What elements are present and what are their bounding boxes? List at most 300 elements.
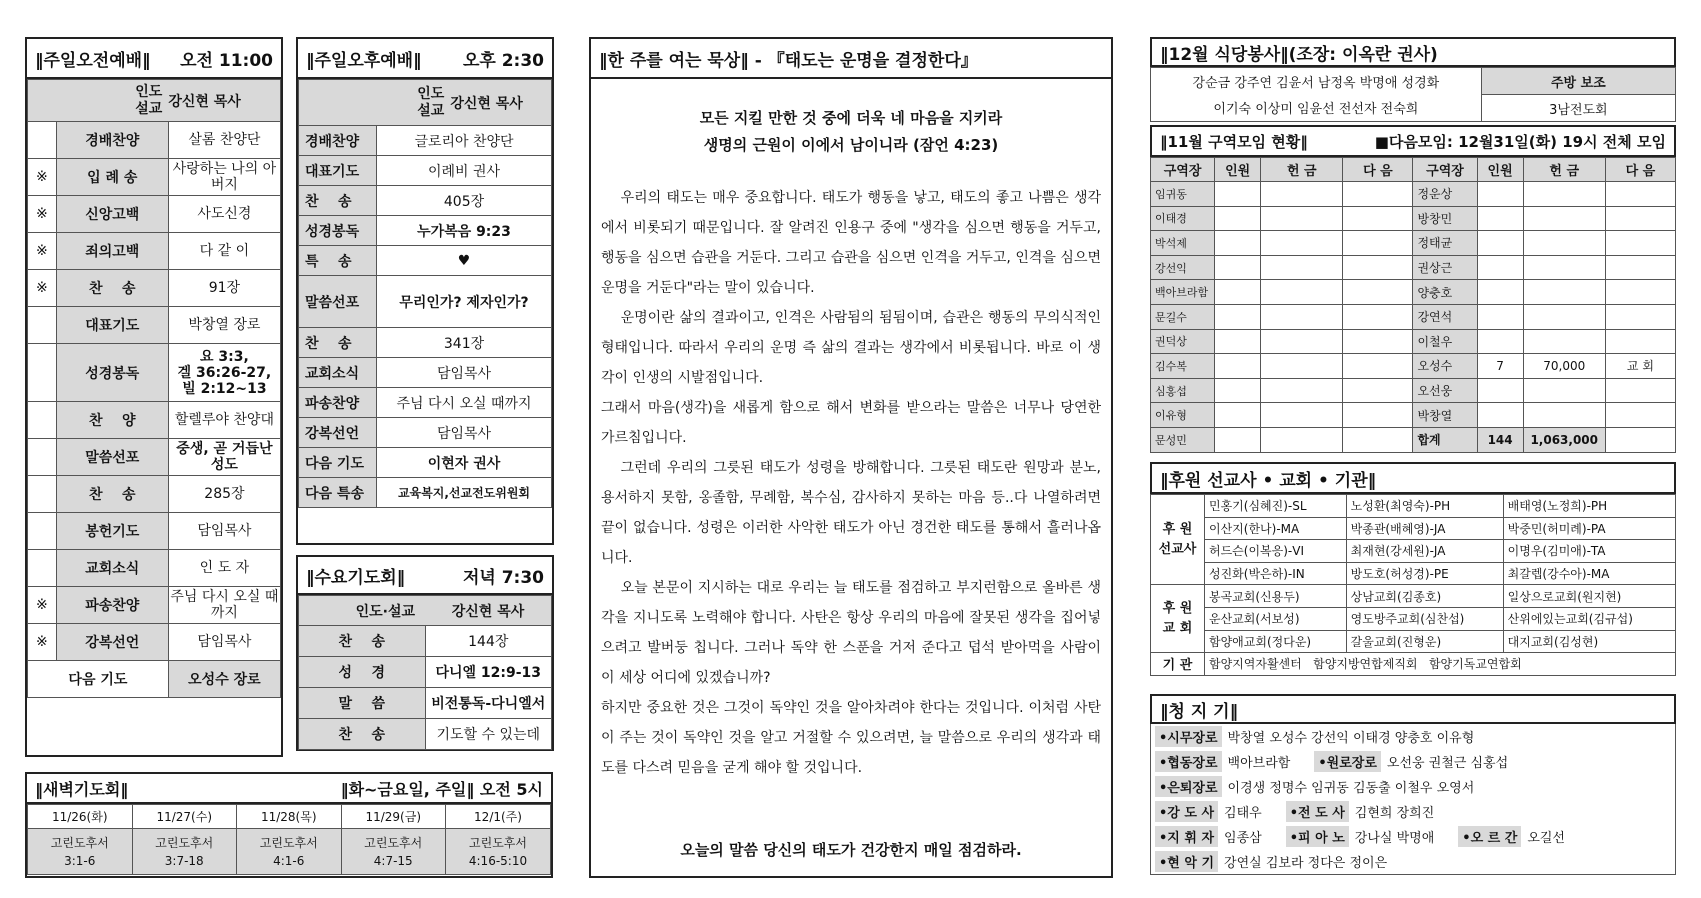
support-missionary: 최갈렙(강수아)-MA (1503, 562, 1675, 585)
afternoon-order-label: 대표기도 (299, 156, 377, 186)
support-org-row (1151, 653, 1676, 676)
kitchen-service-table (1150, 67, 1676, 122)
officer-names: 오길선 (1527, 831, 1565, 846)
district-cell (1215, 354, 1261, 379)
district-leader-name: 오선웅 (1413, 378, 1477, 403)
dawn-prayer-title: ‖새벽기도회‖ (35, 779, 129, 799)
officer-names: 박창열 오성수 강선익 이태경 양충호 이유형 (1227, 731, 1475, 746)
officers-row (1151, 749, 1675, 774)
district-cell (1605, 378, 1675, 403)
wednesday-order-row (299, 688, 552, 719)
district-cell (1477, 403, 1523, 428)
dawn-prayer-panel (25, 772, 553, 878)
support-church: 산위에있는교회(김규섭) (1503, 607, 1675, 630)
dawn-passage-verse: 4:1-6 (273, 853, 305, 868)
afternoon-order-value: 담임목사 (377, 358, 552, 388)
wednesday-order-row (299, 626, 552, 657)
support-missionary: 이산지(한나)-MA (1205, 517, 1347, 540)
district-cell (1605, 427, 1675, 452)
district-row (1151, 427, 1676, 452)
officers-row (1151, 824, 1675, 849)
district-row (1151, 280, 1676, 305)
district-cell (1343, 255, 1413, 280)
morning-service-title: ‖주일오전예배‖ (35, 50, 151, 71)
support-missionary: 최재현(강세원)-JA (1346, 540, 1503, 563)
district-leader-name: 오성수 (1413, 354, 1477, 379)
district-cell (1261, 354, 1343, 379)
district-cell (1605, 182, 1675, 207)
support-missionary-row (1151, 562, 1676, 585)
district-cell: 1,063,000 (1523, 427, 1605, 452)
afternoon-service-title: ‖주일오후예배‖ (306, 50, 422, 71)
support-church: 일상으로교회(원지현) (1503, 585, 1675, 608)
morning-order-value: 285장 (168, 476, 280, 513)
support-missionary: 배태영(노정희)-PH (1503, 495, 1675, 518)
district-meeting-table (1150, 157, 1676, 453)
support-church: 갈울교회(진형운) (1346, 630, 1503, 653)
district-next-meeting: ■다음모임: 12월31일(화) 19시 전체 모임 (1374, 132, 1666, 151)
support-missionary-row (1151, 540, 1676, 563)
morning-order-label: 강복선언 (56, 624, 168, 661)
morning-service-panel (25, 37, 283, 757)
support-church-row (1151, 607, 1676, 630)
morning-order-mark: ※ (28, 270, 57, 307)
morning-order-label: 성경봉독 (56, 344, 168, 402)
district-column-header: 다 음 (1605, 158, 1675, 182)
wednesday-order-value: 다니엘 12:9-13 (425, 657, 552, 688)
officer-role-tag: •지 휘 자 (1155, 826, 1218, 847)
afternoon-order-row (299, 216, 552, 246)
morning-order-row (28, 270, 281, 307)
district-cell (1215, 280, 1261, 305)
district-cell (1215, 329, 1261, 354)
afternoon-leader-role-1: 인도 (417, 85, 445, 102)
afternoon-order-value: 담임목사 (377, 418, 552, 448)
afternoon-order-value: 405장 (377, 186, 552, 216)
morning-order-row (28, 344, 281, 402)
dawn-date: 12/1(주) (446, 805, 551, 829)
meditation-paragraph: 운명이란 삶의 결과이고, 인격은 사람됨의 됨됨이며, 습관은 행동의 무의식적인 형태입니다. 따라서 우리의 운명 즉 삶의 결과는 생각에서 비롯됩니다. 바로 이 생각이 인생의 시발점입니다. (601, 310, 1101, 386)
district-cell (1261, 255, 1343, 280)
morning-order-row (28, 476, 281, 513)
meditation-verse-line-2: 생명의 근원이 이에서 남이니라 (잠언 4:23) (703, 136, 999, 154)
district-cell (1215, 403, 1261, 428)
morning-order-value: 다 같 이 (168, 233, 280, 270)
morning-order-mark (28, 439, 57, 476)
morning-order-row (28, 513, 281, 550)
district-leader-name: 강연석 (1413, 304, 1477, 329)
afternoon-order-row (299, 328, 552, 358)
support-missionary: 성진화(박은하)-IN (1205, 562, 1347, 585)
district-row (1151, 354, 1676, 379)
district-meeting-header (1150, 125, 1676, 157)
afternoon-leader-role-2: 설교 (417, 102, 445, 119)
dawn-date-row (28, 805, 551, 829)
dawn-passage-book: 고린도후서 (364, 835, 423, 850)
afternoon-order-value: 341장 (377, 328, 552, 358)
district-leader-name: 백아브라함 (1151, 280, 1215, 305)
officer-role-tag: •협동장로 (1155, 751, 1222, 772)
morning-order-label: 경배찬양 (56, 122, 168, 159)
district-cell (1261, 329, 1343, 354)
district-cell (1261, 182, 1343, 207)
afternoon-leader-row (299, 80, 552, 126)
morning-service-time: 오전 11:00 (180, 50, 273, 71)
meditation-title: ‖한 주를 여는 묵상‖ (599, 50, 749, 71)
district-column-header: 구역장 (1413, 158, 1477, 182)
support-missionary: 노성환(최영숙)-PH (1346, 495, 1503, 518)
dawn-date: 11/26(화) (28, 805, 133, 829)
kitchen-service-header (1150, 37, 1676, 67)
wednesday-leader-label: 인도·설교 (299, 596, 426, 626)
dawn-passage (237, 829, 342, 875)
support-church: 봉곡교회(신용두) (1205, 585, 1347, 608)
support-missionary: 민홍기(심혜진)-SL (1205, 495, 1347, 518)
afternoon-order-label: 말씀선포 (299, 276, 377, 328)
wednesday-order-row (299, 719, 552, 750)
district-cell (1523, 280, 1605, 305)
wednesday-order-label: 말 씀 (299, 688, 426, 719)
meditation-paragraph: 그래서 마음(생각)을 새롭게 함으로 해서 변화를 받으라는 말씀은 너무나 당연한 가르침입니다. (601, 400, 1101, 446)
morning-leader-name: 강신현 목사 (168, 80, 280, 122)
district-cell (1523, 255, 1605, 280)
officer-role-tag: •전 도 사 (1286, 801, 1349, 822)
district-cell (1477, 206, 1523, 231)
afternoon-order-label: 경배찬양 (299, 126, 377, 156)
district-leader-name: 정운상 (1413, 182, 1477, 207)
morning-order-label: 입 례 송 (56, 159, 168, 196)
district-row (1151, 206, 1676, 231)
morning-order-mark: ※ (28, 587, 57, 624)
morning-order-mark: ※ (28, 233, 57, 270)
meditation-verse (591, 105, 1111, 159)
kitchen-service-title: ‖12월 식당봉사‖(조장: 이옥란 권사) (1160, 44, 1438, 65)
officers-panel (1150, 694, 1676, 878)
afternoon-order-value: 이례비 권사 (377, 156, 552, 186)
district-cell: 교 회 (1605, 354, 1675, 379)
wednesday-prayer-table (298, 595, 552, 750)
meditation-closing: 오늘의 말씀 당신의 태도가 건강한지 매일 점검하라. (680, 841, 1022, 859)
morning-order-value: 살롬 찬양단 (168, 122, 280, 159)
morning-order-label: 찬 송 (56, 270, 168, 307)
morning-order-row (28, 587, 281, 624)
district-cell (1343, 329, 1413, 354)
afternoon-order-label: 찬 송 (299, 328, 377, 358)
morning-order-value: 주님 다시 오실 때까지 (168, 587, 280, 624)
morning-order-row (28, 307, 281, 344)
morning-order-label: 찬 양 (56, 402, 168, 439)
afternoon-order-label: 다음 특송 (299, 478, 377, 508)
support-missionary: 허드슨(이복응)-VI (1205, 540, 1347, 563)
morning-order-label: 말씀선포 (56, 439, 168, 476)
district-leader-name: 박창열 (1413, 403, 1477, 428)
officers-row (1151, 849, 1675, 874)
afternoon-order-value: 무리인가? 제자인가? (377, 276, 552, 328)
support-title: ‖후원 선교사 • 교회 • 기관‖ (1160, 470, 1377, 491)
district-leader-name: 김수복 (1151, 354, 1215, 379)
afternoon-leader-role (299, 80, 451, 126)
dawn-passage-verse: 4:7-15 (373, 853, 413, 868)
meditation-header (591, 39, 1111, 79)
afternoon-order-row (299, 418, 552, 448)
morning-service-table (27, 79, 281, 698)
district-cell (1261, 280, 1343, 305)
support-church: 영도방주교회(심찬섭) (1346, 607, 1503, 630)
district-cell (1343, 231, 1413, 256)
district-column-header: 인원 (1215, 158, 1261, 182)
district-cell (1261, 304, 1343, 329)
meditation-panel (589, 37, 1113, 878)
district-cell (1523, 378, 1605, 403)
afternoon-order-value: ♥ (377, 246, 552, 276)
dawn-passage (446, 829, 551, 875)
morning-next-prayer-row (28, 661, 281, 698)
district-leader-name: 심홍섭 (1151, 378, 1215, 403)
morning-order-row (28, 159, 281, 196)
afternoon-order-row (299, 388, 552, 418)
morning-order-value: 사도신경 (168, 196, 280, 233)
afternoon-order-row (299, 358, 552, 388)
morning-order-value: 담임목사 (168, 513, 280, 550)
district-cell (1477, 304, 1523, 329)
dawn-passage (28, 829, 133, 875)
officers-row (1151, 774, 1675, 799)
district-row (1151, 182, 1676, 207)
morning-order-value: 요 3:3, 겔 36:26-27, 빌 2:12~13 (168, 344, 280, 402)
district-meeting-panel (1150, 125, 1676, 462)
district-cell (1343, 304, 1413, 329)
meditation-paragraph: 그런데 우리의 그릇된 태도가 성령을 방해합니다. 그릇된 태도란 원망과 분노, 용서하지 못함, 옹졸함, 무례함, 복수심, 감사하지 못하는 마음 등..다 나열하려면 끝이 없습니다. 성령은 이러한 사악한 태도가 아닌 경건한 태도를 통해서 흘러나옵니다. (601, 460, 1101, 566)
district-leader-name: 권덕상 (1151, 329, 1215, 354)
afternoon-order-row (299, 276, 552, 328)
afternoon-order-label: 특 송 (299, 246, 377, 276)
morning-order-value: 할렐루야 찬양대 (168, 402, 280, 439)
officer-role-tag: •오 르 간 (1458, 826, 1521, 847)
district-cell (1477, 378, 1523, 403)
district-meeting-title: ‖11월 구역모임 현황‖ (1160, 132, 1308, 151)
kitchen-names-line-1: 강순금 강주연 김윤서 남정옥 박명애 성경화 (1151, 68, 1482, 95)
district-cell (1477, 182, 1523, 207)
dawn-date: 11/29(금) (341, 805, 446, 829)
district-cell (1215, 182, 1261, 207)
district-column-header: 헌 금 (1261, 158, 1343, 182)
officers-header (1150, 694, 1676, 724)
kitchen-assist-value: 3남전도회 (1481, 95, 1675, 122)
district-cell (1605, 206, 1675, 231)
afternoon-order-label: 성경봉독 (299, 216, 377, 246)
district-cell (1261, 231, 1343, 256)
district-cell (1523, 182, 1605, 207)
morning-order-value: 91장 (168, 270, 280, 307)
support-org-label: 기 관 (1151, 653, 1205, 676)
district-cell (1477, 231, 1523, 256)
support-missionary-row (1151, 495, 1676, 518)
dawn-passage-verse: 4:16-5:10 (468, 853, 528, 868)
district-leader-name: 이태경 (1151, 206, 1215, 231)
officers-list (1150, 724, 1676, 875)
district-row (1151, 231, 1676, 256)
support-missionary: 방도호(허성경)-PE (1346, 562, 1503, 585)
district-row (1151, 329, 1676, 354)
dawn-date: 11/27(수) (132, 805, 237, 829)
morning-next-prayer-value: 오성수 장로 (168, 661, 280, 698)
morning-order-value: 박창열 장로 (168, 307, 280, 344)
morning-order-mark: ※ (28, 196, 57, 233)
district-leader-name: 강선익 (1151, 255, 1215, 280)
morning-order-row (28, 196, 281, 233)
dawn-passage-row (28, 829, 551, 875)
morning-order-value: 사랑하는 나의 아버지 (168, 159, 280, 196)
wednesday-leader-name: 강신현 목사 (425, 596, 552, 626)
afternoon-service-header (298, 39, 552, 79)
district-cell (1261, 378, 1343, 403)
district-cell (1261, 403, 1343, 428)
district-cell (1261, 206, 1343, 231)
wednesday-order-label: 성 경 (299, 657, 426, 688)
support-panel (1150, 462, 1676, 690)
dawn-prayer-time: ‖화~금요일, 주일‖ 오전 5시 (340, 779, 543, 799)
support-church: 상남교회(김종호) (1346, 585, 1503, 608)
morning-leader-role-2: 설교 (135, 100, 163, 117)
morning-next-prayer-label: 다음 기도 (28, 661, 169, 698)
morning-order-mark (28, 513, 57, 550)
support-table (1150, 494, 1676, 676)
support-missionary: 박중민(허미례)-PA (1503, 517, 1675, 540)
dawn-passage-book: 고린도후서 (259, 835, 318, 850)
officer-role-tag: •강 도 사 (1155, 801, 1218, 822)
officer-names: 오선웅 권철근 심홍섭 (1386, 756, 1509, 771)
support-church-row (1151, 585, 1676, 608)
district-cell (1605, 280, 1675, 305)
morning-order-value: 인 도 자 (168, 550, 280, 587)
district-cell (1523, 329, 1605, 354)
afternoon-order-value: 이현자 권사 (377, 448, 552, 478)
afternoon-order-value: 교육복지,선교전도위원회 (377, 478, 552, 508)
district-leader-name: 정태균 (1413, 231, 1477, 256)
morning-order-mark (28, 402, 57, 439)
afternoon-order-row (299, 186, 552, 216)
wednesday-leader-row (299, 596, 552, 626)
kitchen-assist-label: 주방 보조 (1481, 68, 1675, 95)
afternoon-order-row (299, 448, 552, 478)
afternoon-service-table (298, 79, 552, 508)
morning-order-mark (28, 307, 57, 344)
morning-order-value: 담임목사 (168, 624, 280, 661)
meditation-paragraph: 하지만 중요한 것은 그것이 독약인 것을 알아차려야 한다는 것입니다. 이처럼 사탄이 주는 것이 독약인 것을 알고 거절할 수 있으려면, 늘 말씀으로 우리의 생각과 태도를 다스려 믿음을 굳게 해야 할 것입니다. (601, 700, 1101, 776)
afternoon-order-label: 강복선언 (299, 418, 377, 448)
district-cell (1343, 182, 1413, 207)
district-cell (1343, 378, 1413, 403)
district-leader-name: 이유형 (1151, 403, 1215, 428)
support-missionary: 박종관(배혜영)-JA (1346, 517, 1503, 540)
support-church: 함양애교회(정다운) (1205, 630, 1347, 653)
morning-leader-row (28, 80, 281, 122)
district-cell (1477, 280, 1523, 305)
support-missionary-row (1151, 517, 1676, 540)
morning-order-mark (28, 344, 57, 402)
morning-order-label: 교회소식 (56, 550, 168, 587)
officer-names: 백아브라함 (1227, 756, 1291, 771)
meditation-verse-line-1: 모든 지킬 만한 것 중에 더욱 네 마음을 지키라 (699, 109, 1003, 127)
district-cell (1215, 304, 1261, 329)
meditation-body (591, 159, 1111, 783)
district-column-header: 인원 (1477, 158, 1523, 182)
district-leader-name: 양충호 (1413, 280, 1477, 305)
afternoon-order-value: 누가복음 9:23 (377, 216, 552, 246)
officer-role-tag: •시무장로 (1155, 726, 1222, 747)
dawn-passage-book: 고린도후서 (155, 835, 214, 850)
support-org-list: 함양지역자활센터 함양지방연합제직회 함양기독교연합회 (1205, 653, 1676, 676)
officers-row (1151, 799, 1675, 824)
morning-service-header (27, 39, 281, 79)
district-cell (1343, 427, 1413, 452)
officers-row (1151, 724, 1675, 749)
support-church: 운산교회(서보성) (1205, 607, 1347, 630)
support-missionary: 이명우(김미애)-TA (1503, 540, 1675, 563)
district-cell (1605, 329, 1675, 354)
morning-leader-role-1: 인도 (135, 83, 163, 100)
district-leader-name: 박석제 (1151, 231, 1215, 256)
officer-names: 김태우 (1224, 806, 1262, 821)
morning-order-row (28, 439, 281, 476)
district-cell (1343, 206, 1413, 231)
district-cell: 144 (1477, 427, 1523, 452)
afternoon-order-label: 파송찬양 (299, 388, 377, 418)
morning-order-row (28, 550, 281, 587)
district-cell (1477, 255, 1523, 280)
support-church-label: 후 원 교 회 (1151, 585, 1205, 653)
district-leader-name: 이철우 (1413, 329, 1477, 354)
officers-title: ‖청 지 기‖ (1160, 701, 1239, 722)
afternoon-order-label: 찬 송 (299, 186, 377, 216)
district-cell (1605, 304, 1675, 329)
support-header (1150, 462, 1676, 494)
district-cell (1343, 354, 1413, 379)
district-column-header: 다 음 (1343, 158, 1413, 182)
district-leader-name: 임귀동 (1151, 182, 1215, 207)
wednesday-order-row (299, 657, 552, 688)
morning-order-label: 봉헌기도 (56, 513, 168, 550)
officer-names: 김현희 장희진 (1354, 806, 1435, 821)
meditation-paragraph: 오늘 본문이 지시하는 대로 우리는 늘 태도를 점검하고 부지런함으로 올바른 생각을 지니도록 노력해야 합니다. 사탄은 항상 우리의 마음에 잘못된 생각을 집어넣으려고 발버둥 칩니다. 그러나 독약 한 스푼을 거저 준다고 덥석 받아먹을 사람이 이 세상 어디에 있겠습니까? (601, 580, 1101, 686)
morning-order-label: 파송찬양 (56, 587, 168, 624)
wednesday-order-value: 기도할 수 있는데 (425, 719, 552, 750)
officer-role-tag: •은퇴장로 (1155, 776, 1222, 797)
morning-order-mark: ※ (28, 159, 57, 196)
dawn-passage (341, 829, 446, 875)
wednesday-prayer-header (298, 557, 552, 595)
district-cell (1215, 255, 1261, 280)
dawn-passage-book: 고린도후서 (50, 835, 109, 850)
district-cell (1343, 403, 1413, 428)
district-cell (1215, 206, 1261, 231)
support-church: 대지교회(김성현) (1503, 630, 1675, 653)
morning-order-mark (28, 122, 57, 159)
afternoon-leader-name: 강신현 목사 (450, 80, 551, 126)
district-column-header: 구역장 (1151, 158, 1215, 182)
district-cell (1523, 403, 1605, 428)
dawn-prayer-header (27, 774, 551, 804)
afternoon-order-label: 교회소식 (299, 358, 377, 388)
wednesday-order-label: 찬 송 (299, 719, 426, 750)
district-leader-name: 방창민 (1413, 206, 1477, 231)
afternoon-order-row (299, 478, 552, 508)
dawn-passage (132, 829, 237, 875)
morning-leader-role (28, 80, 169, 122)
dawn-date: 11/28(목) (237, 805, 342, 829)
morning-order-mark: ※ (28, 624, 57, 661)
officer-role-tag: •현 악 기 (1155, 851, 1218, 872)
